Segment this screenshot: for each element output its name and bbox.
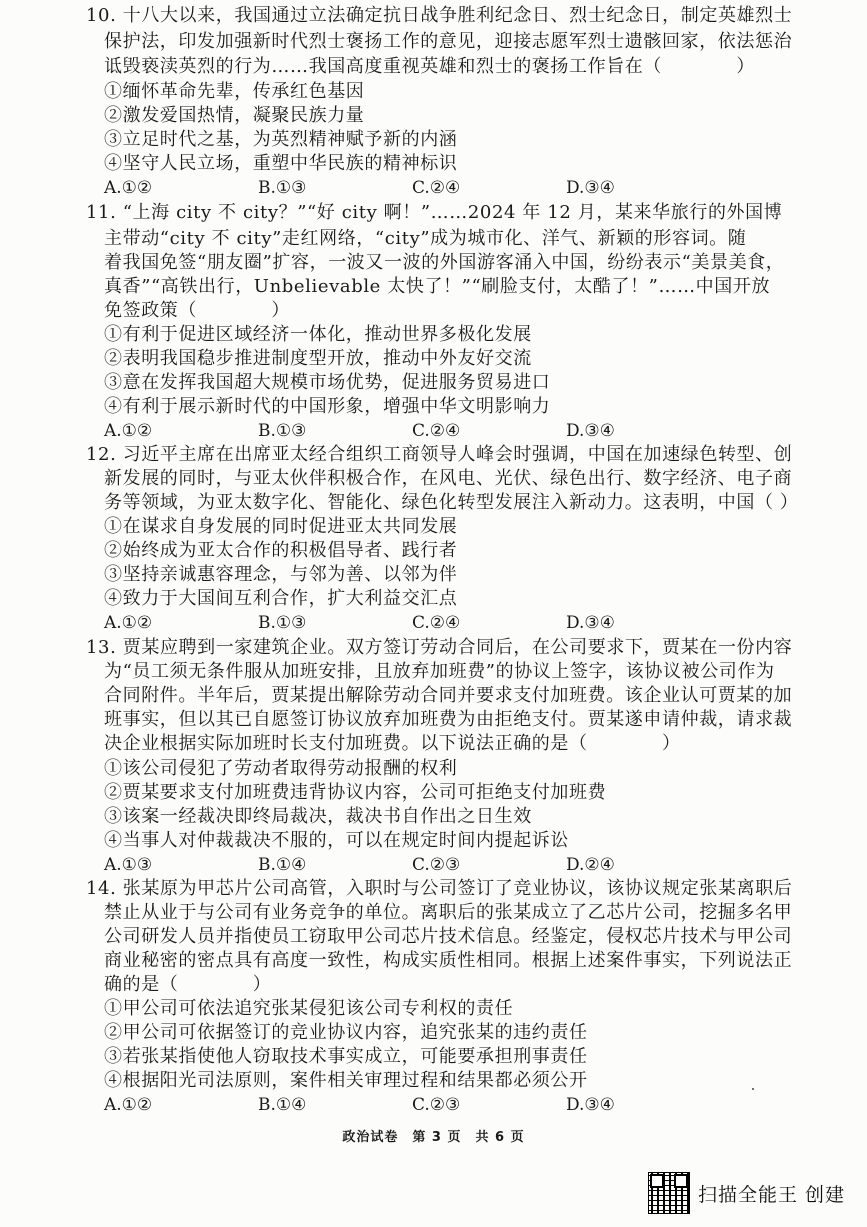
statement-item: ④致力于大国间互利合作，扩大利益交汇点 — [104, 588, 458, 609]
statement-item: ②贾某要求支付加班费违背协议内容，公司可拒绝支付加班费 — [104, 782, 607, 803]
question-stem-line: 12. 习近平主席在出席亚太经合组织工商领导人峰会时强调，中国在加速绿色转型、创 — [86, 444, 793, 465]
scan-speck — [752, 1088, 754, 1090]
question-stem-line: 决企业根据实际加班时长支付加班费。以下说法正确的是（ ） — [104, 733, 681, 754]
question-stem-line: 诋毁亵渎英烈的行为……我国高度重视英雄和烈士的褒扬工作旨在（ ） — [104, 56, 755, 77]
statement-item: ③该案一经裁决即终局裁决，裁决书自作出之日生效 — [104, 806, 532, 827]
watermark-text: 扫描全能王 创建 — [697, 1183, 845, 1206]
answer-options — [104, 176, 704, 200]
statement-item: ①在谋求自身发展的同时促进亚太共同发展 — [104, 516, 458, 537]
qr-code-icon — [648, 1172, 690, 1214]
option-d: D.②④ — [566, 855, 615, 875]
statement-item: ②表明我国稳步推进制度型开放，推动中外友好交流 — [104, 348, 532, 369]
statement-item: ③坚持亲诚惠容理念，与邻为善、以邻为伴 — [104, 564, 458, 585]
statement-item: ④有利于展示新时代的中国形象，增强中华文明影响力 — [104, 396, 551, 417]
option-a: A.①② — [104, 1095, 153, 1115]
statement-item: ③立足时代之基，为英烈精神赋予新的内涵 — [104, 129, 458, 150]
question-stem-line: 10. 十八大以来，我国通过立法确定抗日战争胜利纪念日、烈士纪念日，制定英雄烈士 — [86, 5, 793, 26]
question-stem-line: 14. 张某原为甲芯片公司高管，入职时与公司签订了竞业协议，该协议规定张某离职后 — [86, 878, 793, 899]
question-stem-line: 合同附件。半年后，贾某提出解除劳动合同并要求支付加班费。该企业认可贾某的加 — [104, 685, 793, 706]
answer-options — [104, 419, 704, 443]
option-a: A.①② — [104, 178, 153, 198]
option-b: B.①④ — [258, 855, 307, 875]
option-c: C.②④ — [412, 613, 461, 633]
option-d: D.③④ — [566, 613, 615, 633]
question-stem-line: 免签政策（ ） — [104, 300, 290, 321]
statement-item: ①该公司侵犯了劳动者取得劳动报酬的权利 — [104, 758, 458, 779]
question-stem-line: 新发展的同时，与亚太伙伴积极合作，在风电、光伏、绿色出行、数字经济、电子商 — [104, 468, 793, 489]
question-stem-line: 班事实，但以其已自愿签订协议放弃加班费为由拒绝支付。贾某遂申请仲裁，请求裁 — [104, 709, 793, 730]
question-stem-line: 禁止从业于与公司有业务竞争的单位。离职后的张某成立了乙芯片公司，挖掘多名甲 — [104, 902, 793, 923]
question-stem-line: 11. “上海 city 不 city？”“好 city 啊！”……2024 年 12 月，某来华旅行的外国博 — [86, 202, 783, 223]
option-d: D.③④ — [566, 421, 615, 441]
statement-item: ③若张某指使他人窃取技术事实成立，可能要承担刑事责任 — [104, 1046, 588, 1067]
question-stem-line: 务等领域，为亚太数字化、智能化、绿色化转型发展注入新动力。这表明，中国（ ） — [104, 492, 799, 513]
question-stem-line: 确的是（ ） — [104, 974, 272, 995]
question-stem-line: 真香”“高铁出行，Unbelievable 太快了！”“刷脸支付，太酷了！”……中国开放 — [104, 276, 771, 297]
option-b: B.①④ — [258, 1095, 307, 1115]
option-b: B.①③ — [258, 178, 307, 198]
option-d: D.③④ — [566, 1095, 615, 1115]
answer-options — [104, 1093, 704, 1117]
question-stem-line: 商业秘密的密点具有高度一致性，构成实质性相同。根据上述案件事实，下列说法正 — [104, 950, 793, 971]
page-footer: 政治试卷 第 3 页 共 6 页 — [342, 1130, 525, 1145]
option-c: C.②④ — [412, 421, 461, 441]
statement-item: ①缅怀革命先辈，传承红色基因 — [104, 81, 365, 102]
option-c: C.②③ — [412, 1095, 461, 1115]
option-a: A.①③ — [104, 855, 153, 875]
question-stem-line: 着我国免签“朋友圈”扩容，一波又一波的外国游客涌入中国，纷纷表示“美景美食， — [104, 252, 785, 273]
option-d: D.③④ — [566, 178, 615, 198]
question-stem-line: 保护法，印发加强新时代烈士褒扬工作的意见，迎接志愿军烈士遗骸回家，依法惩治 — [104, 31, 793, 52]
question-stem-line: 公司研发人员并指使员工窃取甲公司芯片技术信息。经鉴定，侵权芯片技术与甲公司 — [104, 926, 793, 947]
statement-item: ①甲公司可依法追究张某侵犯该公司专利权的责任 — [104, 998, 514, 1019]
statement-item: ③意在发挥我国超大规模市场优势，促进服务贸易进口 — [104, 372, 551, 393]
statement-item: ②始终成为亚太合作的积极倡导者、践行者 — [104, 540, 458, 561]
option-a: A.①② — [104, 421, 153, 441]
statement-item: ①有利于促进区域经济一体化，推动世界多极化发展 — [104, 324, 532, 345]
option-a: A.①② — [104, 613, 153, 633]
statement-item: ②激发爱国热情，凝聚民族力量 — [104, 105, 365, 126]
statement-item: ④坚守人民立场，重塑中华民族的精神标识 — [104, 153, 458, 174]
option-c: C.②③ — [412, 855, 461, 875]
question-stem-line: 13. 贾某应聘到一家建筑企业。双方签订劳动合同后，在公司要求下，贾某在一份内容 — [86, 637, 793, 658]
statement-item: ④当事人对仲裁裁决不服的，可以在规定时间内提起诉讼 — [104, 830, 569, 851]
statement-item: ④根据阳光司法原则，案件相关审理过程和结果都必须公开 — [104, 1070, 588, 1091]
option-b: B.①③ — [258, 421, 307, 441]
answer-options — [104, 853, 704, 877]
answer-options — [104, 611, 704, 635]
scanner-watermark — [648, 1171, 845, 1215]
option-b: B.①③ — [258, 613, 307, 633]
statement-item: ②甲公司可依据签订的竞业协议内容，追究张某的违约责任 — [104, 1022, 588, 1043]
question-stem-line: 主带动“city 不 city”走红网络，“city”成为城市化、洋气、新颖的形容词。随 — [104, 228, 747, 249]
option-c: C.②④ — [412, 178, 461, 198]
question-stem-line: 为“员工须无条件服从加班安排，且放弃加班费”的协议上签字，该协议被公司作为 — [104, 661, 775, 682]
